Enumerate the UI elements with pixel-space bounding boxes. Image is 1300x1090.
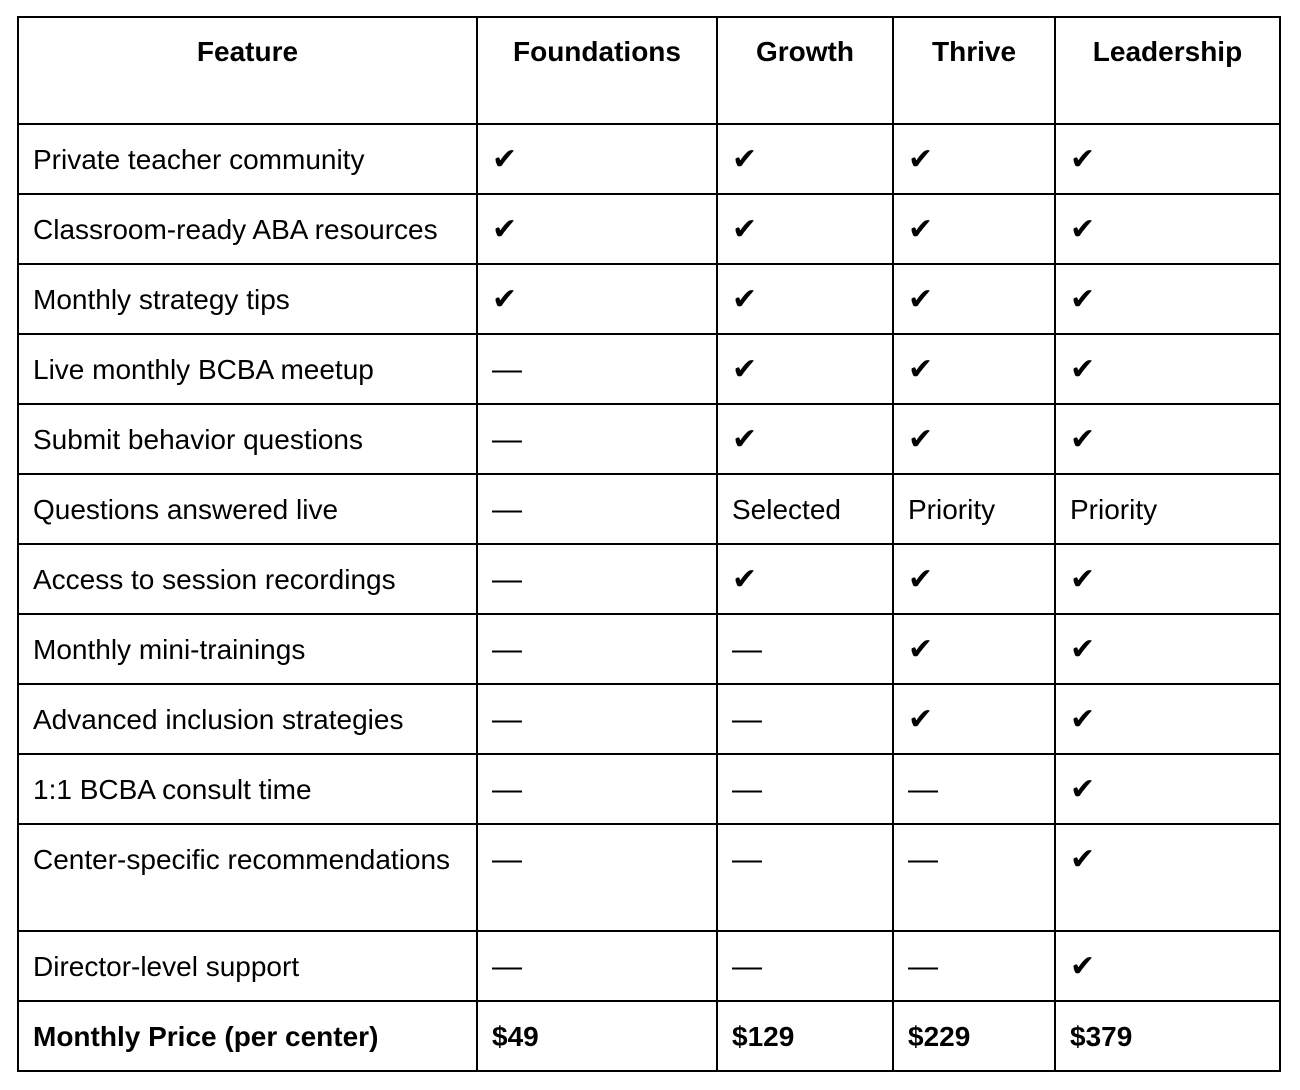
header-thrive: Thrive: [893, 17, 1055, 124]
leadership-cell: ✔: [1055, 404, 1280, 474]
leadership-cell: ✔: [1055, 544, 1280, 614]
table-row: [18, 474, 1280, 544]
growth-cell: ✔: [717, 404, 893, 474]
foundations-cell: ✔: [477, 194, 717, 264]
feature-name: Monthly mini-trainings: [18, 614, 477, 684]
leadership-cell: ✔: [1055, 931, 1280, 1001]
foundations-cell: —: [477, 544, 717, 614]
feature-name: Director-level support: [18, 931, 477, 1001]
leadership-cell: ✔: [1055, 264, 1280, 334]
thrive-cell: —: [893, 824, 1055, 931]
foundations-price: $49: [477, 1001, 717, 1071]
thrive-cell: ✔: [893, 404, 1055, 474]
table-row: [18, 544, 1280, 614]
foundations-cell: ✔: [477, 124, 717, 194]
feature-name: Private teacher community: [18, 124, 477, 194]
thrive-cell: ✔: [893, 684, 1055, 754]
feature-name: Advanced inclusion strategies: [18, 684, 477, 754]
feature-name: Live monthly BCBA meetup: [18, 334, 477, 404]
feature-name: Access to session recordings: [18, 544, 477, 614]
thrive-cell: ✔: [893, 264, 1055, 334]
leadership-cell: ✔: [1055, 824, 1280, 931]
table-row: [18, 124, 1280, 194]
table-row: [18, 334, 1280, 404]
thrive-cell: Priority: [893, 474, 1055, 544]
leadership-cell: ✔: [1055, 124, 1280, 194]
growth-cell: —: [717, 754, 893, 824]
leadership-price: $379: [1055, 1001, 1280, 1071]
table-row: [18, 264, 1280, 334]
price-row: [18, 1001, 1280, 1071]
leadership-cell: ✔: [1055, 334, 1280, 404]
growth-cell: ✔: [717, 194, 893, 264]
feature-name: Classroom-ready ABA resources: [18, 194, 477, 264]
growth-cell: ✔: [717, 264, 893, 334]
leadership-cell: ✔: [1055, 614, 1280, 684]
growth-cell: —: [717, 824, 893, 931]
foundations-cell: —: [477, 404, 717, 474]
header-foundations: Foundations: [477, 17, 717, 124]
thrive-cell: ✔: [893, 124, 1055, 194]
thrive-cell: —: [893, 931, 1055, 1001]
foundations-cell: —: [477, 754, 717, 824]
header-leadership: Leadership: [1055, 17, 1280, 124]
foundations-cell: —: [477, 684, 717, 754]
thrive-cell: ✔: [893, 614, 1055, 684]
leadership-cell: ✔: [1055, 684, 1280, 754]
leadership-cell: Priority: [1055, 474, 1280, 544]
feature-name: Questions answered live: [18, 474, 477, 544]
growth-cell: —: [717, 684, 893, 754]
header-row: [18, 17, 1280, 124]
feature-name: Monthly strategy tips: [18, 264, 477, 334]
table-row: [18, 194, 1280, 264]
thrive-cell: ✔: [893, 334, 1055, 404]
pricing-comparison-table: [17, 16, 1281, 1072]
price-label: Monthly Price (per center): [18, 1001, 477, 1071]
feature-name: Center-specific recommendations: [18, 824, 477, 931]
foundations-cell: —: [477, 334, 717, 404]
growth-price: $129: [717, 1001, 893, 1071]
leadership-cell: ✔: [1055, 754, 1280, 824]
table-row: [18, 614, 1280, 684]
leadership-cell: ✔: [1055, 194, 1280, 264]
foundations-cell: —: [477, 931, 717, 1001]
growth-cell: Selected: [717, 474, 893, 544]
table-row: [18, 684, 1280, 754]
header-feature: Feature: [18, 17, 477, 124]
header-growth: Growth: [717, 17, 893, 124]
thrive-price: $229: [893, 1001, 1055, 1071]
thrive-cell: ✔: [893, 544, 1055, 614]
foundations-cell: —: [477, 824, 717, 931]
foundations-cell: ✔: [477, 264, 717, 334]
table-row: [18, 404, 1280, 474]
feature-name: Submit behavior questions: [18, 404, 477, 474]
thrive-cell: ✔: [893, 194, 1055, 264]
table-row: [18, 931, 1280, 1001]
growth-cell: ✔: [717, 334, 893, 404]
table-row: [18, 754, 1280, 824]
growth-cell: ✔: [717, 544, 893, 614]
foundations-cell: —: [477, 614, 717, 684]
thrive-cell: —: [893, 754, 1055, 824]
growth-cell: ✔: [717, 124, 893, 194]
growth-cell: —: [717, 931, 893, 1001]
table-row: [18, 824, 1280, 931]
foundations-cell: —: [477, 474, 717, 544]
growth-cell: —: [717, 614, 893, 684]
feature-name: 1:1 BCBA consult time: [18, 754, 477, 824]
